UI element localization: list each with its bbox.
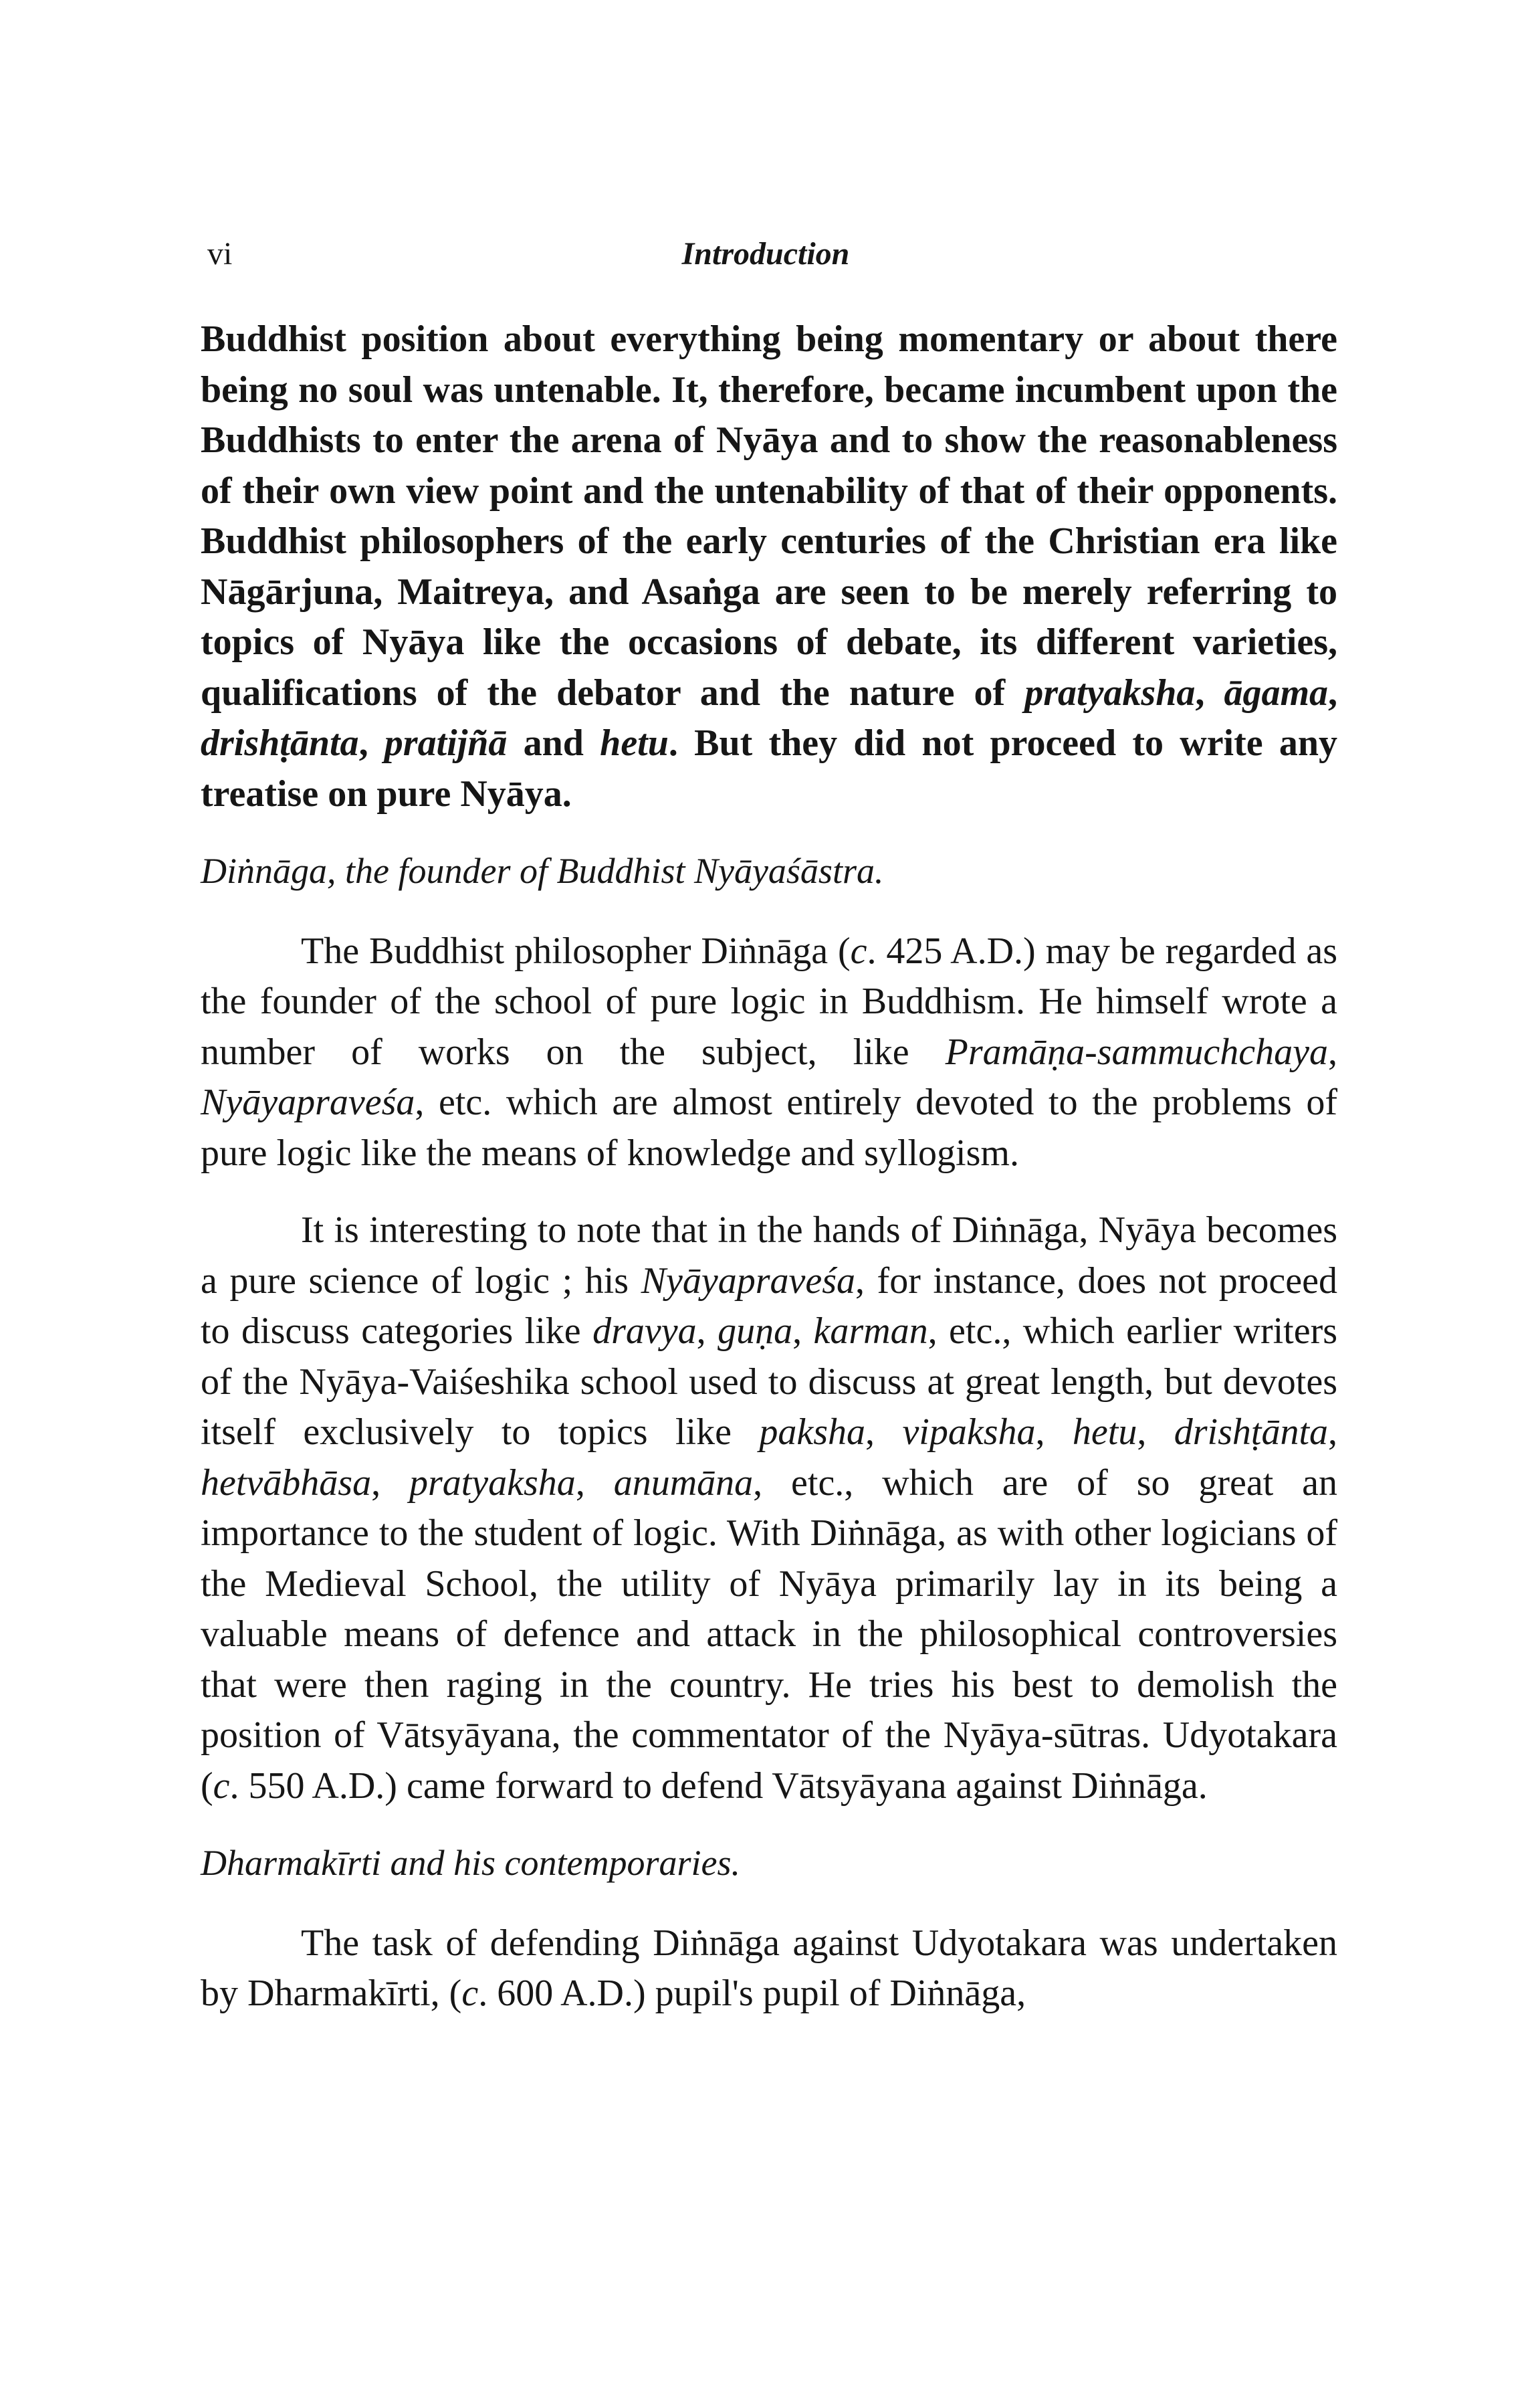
- running-title: Introduction: [681, 236, 850, 272]
- paragraph-dharmakirti: The task of defending Diṅnāga against Udyotakara was undertaken by Dharmakīrti, (c. 600 A.D.) pupil's pupil of Diṅnāga,: [201, 1922, 1337, 2014]
- body-text: [201, 314, 1337, 2046]
- section-heading-dinnaga: Diṅnāga, the founder of Buddhist Nyāyaśāstra.: [201, 851, 884, 891]
- paragraph-pure-logic: It is interesting to note that in the hands of Diṅnāga, Nyāya becomes a pure science of logic ; his Nyāyapraveśa, for instance, does not proceed to discuss categories like dravya, guṇa, karman, etc., which earlier writers of the Nyāya-Vaiśeshika school used to discuss at great length, but devotes itself exclusively to topics like paksha, vipaksha, hetu, drishṭānta, hetvābhāsa, pratyaksha, anumāna, etc., which are of so great an importance to the student of logic. With Diṅnāga, as with other logicians of the Medieval School, the utility of Nyāya primarily lay in its being a valuable means of defence and attack in the philosophical controversies that were then raging in the country. He tries his best to demolish the position of Vātsyāyana, the commentator of the Nyāya-sūtras. Udyotakara (c. 550 A.D.) came forward to defend Vātsyāyana against Diṅnāga.: [201, 1209, 1338, 1807]
- paragraph-continuation: Buddhist position about everything being momentary or about there being no soul was untenable. It, therefore, became incumbent upon the Buddhists to enter the arena of Nyāya and to show the reasonableness of their own view point and the untenability of that of their opponents. Buddhist philosophers of the early centuries of the Christian era like Nāgārjuna, Maitreya, and Asaṅga are seen to be merely referring to topics of Nyāya like the occasions of debate, its different varieties, qualifications of the debator and the nature of pratyaksha, āgama, drishṭānta, pratijñā and hetu. But they did not proceed to write any treatise on pure Nyāya.: [201, 318, 1337, 815]
- section-heading-dharmakirti: Dharmakīrti and his contemporaries.: [201, 1843, 740, 1883]
- paragraph-dinnaga-founder: The Buddhist philosopher Diṅnāga (c. 425 A.D.) may be regarded as the founder of the school of pure logic in Buddhism. He himself wrote a number of works on the subject, like Pramāṇa-sammuchchaya, Nyāyapraveśa, etc. which are almost entirely devoted to the problems of pure logic like the means of knowledge and syllogism.: [201, 930, 1337, 1174]
- page-number: vi: [207, 236, 233, 272]
- page-header: [201, 235, 1331, 282]
